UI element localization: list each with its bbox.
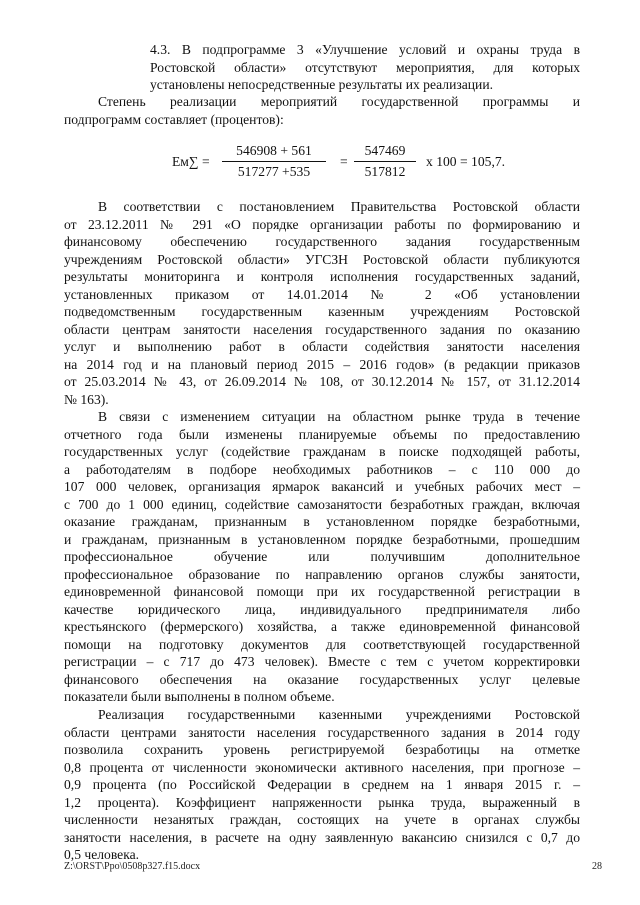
text-line: учреждениям Ростовской области» УГСЗН Ростовской области публикуются [64, 251, 580, 267]
text-line: профессиональное обучение или получившим дополнительное [64, 549, 580, 564]
text-line: с 700 до 1 000 единиц, содействие самозанятости безработных граждан, включая [64, 496, 580, 512]
fraction-1-numerator: 546908 + 561 [222, 142, 326, 162]
text-line: показатели были выполнены в полном объеме. [64, 689, 335, 704]
text-line: регистрации – с 717 до 473 человек). Вместе с тем с учетом корректировки [64, 654, 580, 669]
text-line: крестьянского (фермерского) хозяйства, а также единовременной финансовой [64, 619, 580, 634]
formula-fraction-2 [354, 142, 416, 180]
text-line: 4.3. В подпрограмме 3 «Улучшение условий и охраны труда в [150, 42, 580, 57]
text-line: профессиональное образование по направлению органов службы занятости, [64, 566, 580, 582]
results-paragraph [64, 706, 580, 864]
text-line: на 2014 год и на плановый период 2015 – 2016 годов» (в редакции приказов [64, 356, 580, 372]
text-line: Степень реализации мероприятий государственной программы и [98, 94, 580, 109]
text-line: оказание гражданам, признанным в установленном порядке безработными, [64, 514, 580, 529]
text-line: и гражданам, признанным в установленном порядке безработными, прошедшим [64, 531, 580, 547]
text-line: 107 000 человек, организация ярмарок вакансий и учебных рабочих мест – [64, 479, 580, 494]
text-line: финансового обеспечения на оказание государственных услуг целевые [64, 671, 580, 687]
formula-fraction-1 [222, 142, 326, 180]
text-line: позволила сохранить уровень регистрируемой безработицы на отметке [64, 742, 580, 757]
text-line: численности незанятых граждан, состоящих на учете в органах службы [64, 812, 580, 827]
text-line: № 163). [64, 391, 109, 407]
text-line: 0,9 процента (по Российской Федерации в среднем на 1 января 2015 г. – [64, 777, 580, 792]
text-line: 0,8 процента от численности экономически активного населения, при прогнозе – [64, 759, 580, 775]
text-line: подведомственным государственным казенным учреждениям Ростовской [64, 304, 580, 319]
text-line: В соответствии с постановлением Правительства Ростовской области [98, 199, 580, 214]
text-line: Реализация государственными казенными учреждениями Ростовской [98, 707, 580, 722]
changes-paragraph [64, 408, 580, 706]
text-line: а работодателям в подборе необходимых работников – с 110 000 до [64, 461, 580, 477]
fraction-2-denominator: 517812 [364, 163, 406, 179]
formula-equals: = [340, 154, 348, 169]
fraction-1-denominator: 517277 +535 [237, 163, 311, 179]
text-line: области центрам занятости населения государственного задания по оказанию [64, 321, 580, 337]
text-line: 1,2 процента). Коэффициент напряженности рынка труда, выраженный в [64, 794, 580, 810]
fraction-2-numerator: 547469 [354, 142, 416, 162]
text-line: помощи на подготовку документов для соответствующей государственной [64, 636, 580, 652]
degree-intro-paragraph [64, 93, 580, 128]
monitoring-paragraph [64, 198, 580, 408]
section-4-3-paragraph [150, 41, 580, 94]
text-line: установлены непосредственные результаты их реализации. [150, 77, 493, 92]
text-line: области центрами занятости населения государственного задания в 2014 году [64, 724, 580, 740]
text-line: 0,5 человека. [64, 847, 140, 862]
text-line: от 25.03.2014 № 43, от 26.09.2014 № 108, от 30.12.2014 № 157, от 31.12.2014 [64, 374, 580, 389]
text-line: услуг и выполнению работ в области содействия занятости населения [64, 339, 580, 354]
text-line: Ростовской области» отсутствуют мероприятия, для которых [150, 59, 580, 75]
text-line: от 23.12.2011 № 291 «О порядке организации работы по формированию и [64, 216, 580, 232]
text-line: занятости населения, в расчете на одну заявленную вакансию снизился с 0,7 до [64, 829, 580, 845]
text-line: качестве юридического лица, индивидуального предпринимателя либо [64, 601, 580, 617]
text-line: государственных услуг (содействие гражданам в поиске подходящей работы, [64, 444, 580, 459]
text-line: установленных приказом от 14.01.2014 № 2 «Об установлении [64, 286, 580, 302]
text-line: финансовому обеспечению государственного задания государственным [64, 234, 580, 249]
text-line: В связи с изменением ситуации на областном рынке труда в течение [98, 409, 580, 424]
formula-result: х 100 = 105,7. [426, 154, 506, 169]
file-path: Z:\ORST\Ppo\0508p327.f15.docx [64, 861, 201, 872]
text-line: результаты мониторинга и контроля исполнения государственных заданий, [64, 269, 580, 284]
text-line: отчетного года были изменены планируемые объемы по предоставлению [64, 426, 580, 442]
page-number: 28 [592, 861, 602, 872]
formula-label: Ем∑ = [172, 154, 210, 169]
text-line: подпрограмм составляет (процентов): [64, 111, 284, 127]
formula-block [172, 142, 532, 182]
text-line: единовременной финансовой помощи при их государственной регистрации в [64, 584, 580, 599]
